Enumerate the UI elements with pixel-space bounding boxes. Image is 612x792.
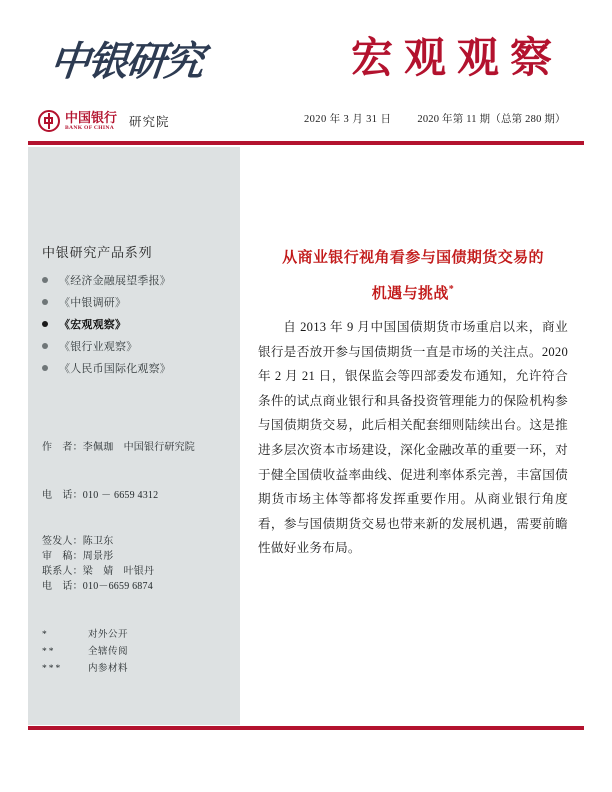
- reviewer-line: 审 稿：周景彤: [42, 551, 114, 562]
- product-series-list: [42, 269, 232, 379]
- sidebar-heading: 中银研究产品系列: [42, 245, 153, 260]
- sidebar-metadata: [42, 440, 238, 594]
- contact-line: 联系人：梁 婧 叶银丹: [42, 566, 155, 577]
- spacer: [42, 503, 238, 534]
- sidebar: [28, 147, 240, 725]
- footnote-mark: ***: [42, 664, 63, 674]
- footnote-mark: **: [42, 647, 56, 657]
- issue-number: 2020 年第 11 期（总第 280 期）: [417, 114, 566, 125]
- author-phone-line: 电 话：010 － 6659 4312: [42, 490, 159, 501]
- publication-date: 2020 年 3 月 31 日: [304, 114, 392, 125]
- brand-calligraphy-text: 中银研究: [47, 39, 205, 84]
- journal-title: 宏观观察: [350, 36, 563, 82]
- article-abstract-paragraph: 自 2013 年 9 月中国国债期货市场重启以来，商业银行是否放开参与国债期货一直是市场的关注点。2020 年 2 月 21 日，银保监会等四部委发布通知，允许符合条件的试点商业银行和具备投资管理能力的保险机构参与国债期货交易，此后相关配套细则陆续出台。这是推进多层次资本市场建设，深化金融改革的重要一环，对于健全国债收益率曲线、促进利率体系完善，丰富国债期货市场主体等都将发挥重要作用。从商业银行角度看，参与国债期货交易也带来新的发展机遇，需要前瞻性做好业务布局。: [258, 320, 568, 556]
- bank-of-china-emblem-icon: [38, 110, 60, 132]
- sidebar-item-label: 《中银调研》: [59, 297, 127, 309]
- bullet-icon: [42, 365, 48, 371]
- issuer-line: 签发人：陈卫东: [42, 536, 114, 547]
- sidebar-item-macro-observation[interactable]: [42, 313, 232, 335]
- bank-logo-row: [38, 106, 170, 136]
- footnote-text: 对外公开: [88, 630, 129, 640]
- bank-logo-names: [65, 111, 117, 132]
- sidebar-item-banking-observation[interactable]: [42, 335, 232, 357]
- masthead: [28, 26, 584, 142]
- footnote-restricted: [42, 661, 238, 678]
- sidebar-item-label: 《经济金融展望季报》: [59, 275, 171, 287]
- article-title-line-1: 从商业银行视角看参与国债期货交易的: [282, 250, 544, 266]
- sidebar-item-economic-outlook[interactable]: [42, 269, 232, 291]
- header-red-rule: [28, 141, 584, 145]
- article-column: [240, 147, 584, 725]
- author-line: 作 者：李佩珈 中国银行研究院: [42, 442, 195, 453]
- brand-calligraphy-logo: [47, 32, 250, 94]
- article-title-asterisk: *: [448, 284, 455, 295]
- footnote-mark: *: [42, 630, 49, 640]
- article-title-line-2-text: 机遇与挑战: [371, 286, 449, 302]
- article-title: [260, 243, 566, 310]
- institute-name: 研究院: [129, 115, 170, 129]
- footnote-text: 内参材料: [88, 664, 129, 674]
- footnote-internal-circulation: [42, 644, 238, 661]
- article-title-line-2: [260, 274, 566, 310]
- footer-red-rule: [28, 726, 584, 730]
- content-area: [28, 147, 584, 725]
- bank-name-chinese: 中国银行: [65, 109, 118, 125]
- contact-phone-line: 电 话：010－6659 6874: [42, 581, 153, 592]
- sidebar-item-rmb-internationalization[interactable]: [42, 357, 232, 379]
- sidebar-item-boc-research[interactable]: [42, 291, 232, 313]
- footnote-text: 全辖传阅: [88, 647, 129, 657]
- sidebar-item-label: 《宏观观察》: [59, 319, 127, 331]
- sidebar-item-label: 《人民币国际化观察》: [59, 363, 171, 375]
- footnote-legend: [42, 627, 238, 678]
- spacer: [42, 455, 238, 488]
- sidebar-item-label: 《银行业观察》: [59, 341, 138, 353]
- issue-line: [304, 111, 586, 126]
- bullet-icon: [42, 321, 48, 327]
- footnote-public: [42, 627, 238, 644]
- bank-name-english: BANK OF CHINA: [65, 124, 115, 131]
- bullet-icon: [42, 277, 48, 283]
- bullet-icon: [42, 299, 48, 305]
- bullet-icon: [42, 343, 48, 349]
